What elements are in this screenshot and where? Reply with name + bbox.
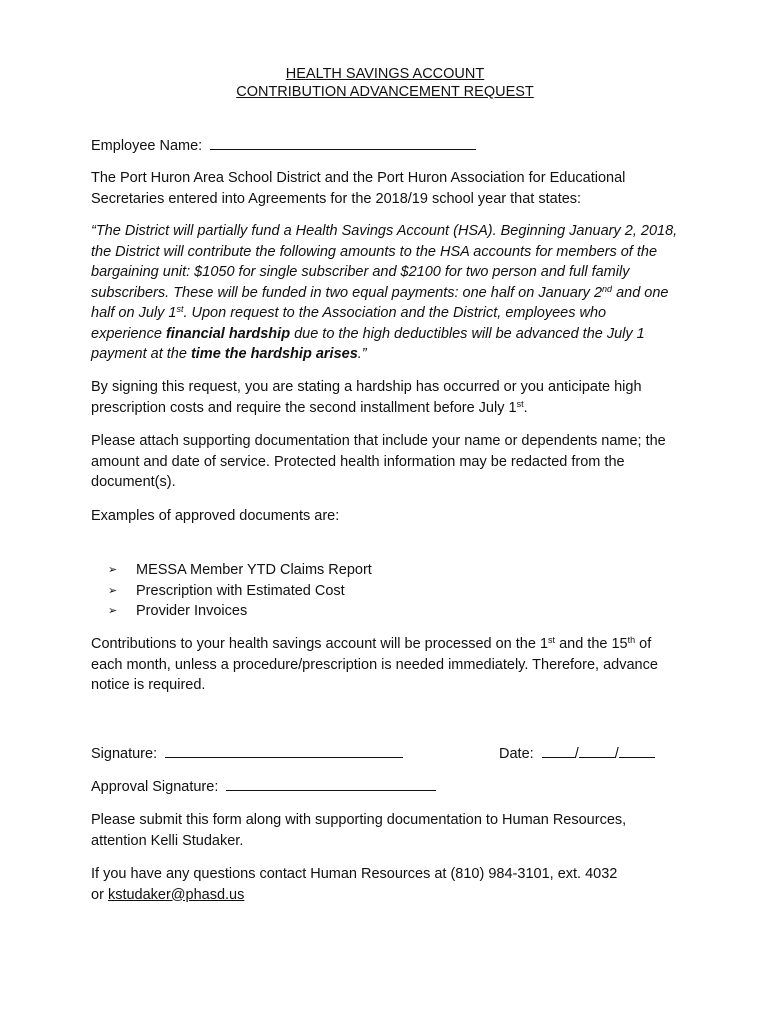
approval-signature-row	[91, 777, 436, 795]
employee-name-row	[91, 136, 681, 157]
contrib-sup-1: st	[548, 635, 556, 645]
quote-sup-2: st	[176, 304, 184, 314]
employee-name-label: Employee Name:	[91, 138, 203, 154]
list-item-label: Provider Invoices	[136, 603, 248, 619]
date-year-field[interactable]	[619, 744, 655, 758]
quote-text-3: . Upon request to the Association and the District, employees who experience	[91, 305, 607, 342]
date-separator: /	[574, 746, 579, 762]
approved-documents-list	[108, 560, 372, 622]
date-label: Date:	[499, 746, 534, 762]
email-link[interactable]: kstudaker@phasd.us	[107, 886, 245, 903]
contrib-text-2: and the 15	[555, 636, 628, 652]
quote-text-2: and one half on July 1	[91, 284, 669, 321]
contact-paragraph	[91, 864, 681, 905]
approval-signature-field[interactable]	[226, 777, 436, 791]
list-item-label: MESSA Member YTD Claims Report	[136, 562, 372, 578]
contributions-paragraph	[91, 634, 681, 696]
signature-field[interactable]	[165, 744, 403, 758]
title-line-2: CONTRIBUTION ADVANCEMENT REQUEST	[236, 84, 534, 100]
quote-bold-hardship-arises: time the hardship arises	[190, 346, 358, 362]
list-item	[108, 601, 372, 622]
arrow-bullet-icon: ➢	[108, 605, 118, 617]
quote-bold-financial-hardship: financial hardship	[165, 325, 291, 342]
signing-sup: st	[516, 398, 524, 409]
signature-label: Signature:	[91, 746, 158, 762]
arrow-bullet-icon: ➢	[108, 564, 118, 576]
submit-paragraph: Please submit this form along with supporting documentation to Human Resources, attention Kelli Studaker.	[91, 812, 627, 849]
contrib-text-3: of each month, unless a procedure/prescription is needed immediately. Therefore, advance notice is required.	[91, 636, 658, 693]
employee-name-field[interactable]	[210, 136, 476, 150]
intro-paragraph: The Port Huron Area School District and the Port Huron Association for Educational Secretaries entered into Agreements for the 2018/19 school year that states:	[91, 170, 626, 207]
arrow-bullet-icon: ➢	[108, 584, 118, 597]
quote-text-1: “The District will partially fund a Health Savings Account (HSA). Beginning January 2, 2018, the District will contribute the following amounts to the HSA accounts for members of the bargaining unit: $1050 for single subscriber and $2100 for two person and full family subscribers. These will be funded in two equal payments: one half on January 2	[91, 223, 678, 301]
contrib-sup-2: th	[627, 635, 636, 645]
date-separator: /	[614, 746, 619, 762]
signature-row	[91, 744, 403, 762]
quote-sup-1: nd	[602, 283, 613, 294]
examples-label: Examples of approved documents are:	[91, 508, 340, 524]
title-line-1: HEALTH SAVINGS ACCOUNT	[285, 66, 485, 82]
or-label: or	[91, 886, 104, 903]
signing-paragraph	[91, 377, 681, 418]
signing-text: By signing this request, you are stating a hardship has occurred or you anticipate high prescription costs and require the second installment before July 1	[91, 379, 642, 416]
quote-text-4: due to the high deductibles will be advanced the July 1 payment at the	[91, 325, 645, 362]
list-item	[108, 581, 372, 602]
quote-text-5: .”	[357, 346, 367, 362]
agreement-quote	[91, 221, 681, 365]
contact-text: If you have any questions contact Human Resources at (810) 984-3101, ext. 4032	[91, 866, 618, 882]
date-day-field[interactable]	[579, 744, 615, 758]
signing-end: .	[523, 399, 528, 416]
attach-paragraph: Please attach supporting documentation that include your name or dependents name; the amount and date of service. Protected health information may be redacted from the document(s).	[91, 433, 666, 490]
list-item-label: Prescription with Estimated Cost	[136, 582, 345, 599]
approval-signature-label: Approval Signature:	[91, 779, 219, 795]
contrib-text-1: Contributions to your health savings account will be processed on the 1	[91, 636, 549, 652]
list-item	[108, 560, 372, 581]
date-row	[499, 744, 655, 762]
email-row	[91, 885, 681, 906]
date-month-field[interactable]	[542, 744, 575, 758]
